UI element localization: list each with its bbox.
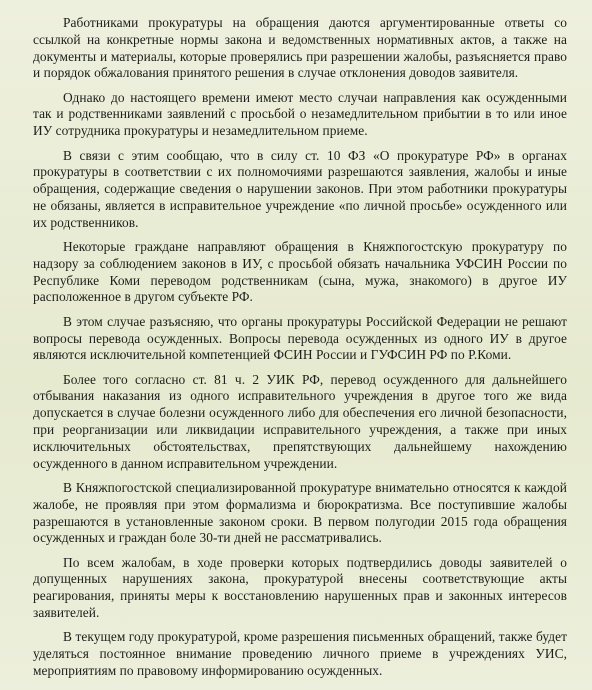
document-body	[33, 15, 567, 680]
paragraph-5: В этом случае разъясняю, что органы прокуратуры Российской Федерации не решают вопросы перевода осужденных. Вопросы перевода осужденных из одного ИУ в другое являются исключительной компетенцией ФСИН России и ГУФСИН РФ по Р.Коми.	[33, 313, 567, 363]
paragraph-6: Более того согласно ст. 81 ч. 2 УИК РФ, перевод осужденного для дальнейшего отбывания наказания из одного исправительного учреждения в другое того же вида допускается в случае болезни осужденного либо для обеспечения его личной безопасности, при реорганизации или ликвидации исправительного учреждения, а также при иных исключительных обстоятельствах, препятствующих дальнейшему нахождению осужденного в данном исправительном учреждении.	[33, 371, 567, 471]
paragraph-1: Работниками прокуратуры на обращения даются аргументированные ответы со ссылкой на конкретные нормы закона и ведомственных нормативных актов, а также на документы и материалы, которые проверялись при разрешении жалобы, разъясняется право и порядок обжалования принятого решения в случае отклонения доводов заявителя.	[33, 15, 567, 81]
paragraph-9: В текущем году прокуратурой, кроме разрешения письменных обращений, также будет уделяться постоянное внимание проведению личного приеме в учреждениях УИС, мероприятиям по правовому информированию осужденных.	[33, 629, 567, 678]
paragraph-4: Некоторые граждане направляют обращения в Княжпогостскую прокуратуру по надзору за соблюдением законов в ИУ, с просьбой обязать начальника УФСИН России по Республике Коми переводом родственникам (сына, мужа, знакомого) в другое ИУ расположенное в другом субъекте РФ.	[33, 239, 567, 305]
paragraph-3: В связи с этим сообщаю, что в силу ст. 10 ФЗ «О прокуратуре РФ» в органах прокуратуры в соответствии с их полномочиями разрешаются заявления, жалобы и иные обращения, содержащие сведения о нарушении законов. При этом работники прокуратуры не обязаны, является в исправительное учреждение «по личной просьбе» осужденного или их родственников.	[33, 147, 567, 230]
paragraph-8: По всем жалобам, в ходе проверки которых подтвердились доводы заявителей о допущенных нарушениях закона, прокуратурой внесены соответствующие акты реагирования, приняты меры к восстановлению нарушенных прав и законных интересов заявителей.	[33, 554, 567, 620]
paragraph-2: Однако до настоящего времени имеют место случаи направления как осужденными так и родственниками заявлений с просьбой о незамедлительном прибытии в то или иное ИУ сотрудника прокуратуры и незамедлительном приеме.	[33, 89, 567, 139]
paragraph-7: В Княжпогостской специализированной прокуратуре внимательно относятся к каждой жалобе, не проявляя при этом формализма и бюрократизма. Все поступившие жалобы разрешаются в установленные законом сроки. В первом полугодии 2015 года обращения осужденных и граждан боле 30-ти дней не рассматривались.	[33, 479, 567, 546]
